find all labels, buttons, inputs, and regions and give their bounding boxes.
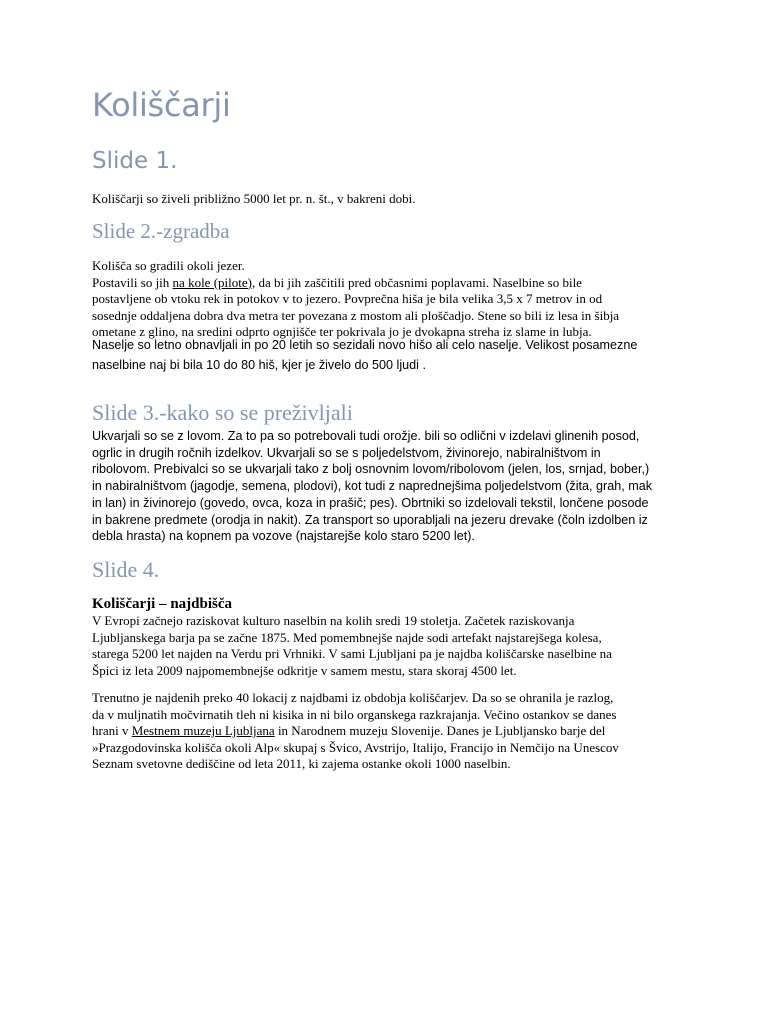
slide4-line: starega 5200 let najden na Verdu pri Vrhniki. V sami Ljubljani pa je najdba koliščarske naselbine na bbox=[92, 646, 612, 661]
slide4-line: da v muljnatih močvirnatih tleh ni kisika in ni bilo organskega razkrajanja. Večino ostankov se danes bbox=[92, 706, 617, 722]
slide3-line: ribolovom. Prebivalci so se ukvarjali tako z bolj osnovnim lovom/ribolovom (jelen, los, srnjad, bober,) bbox=[92, 462, 650, 477]
slide2-line bbox=[92, 275, 684, 292]
slide4-line bbox=[92, 723, 684, 740]
slide2-text: , da bi jih zaščitili pred občasnimi poplavami. Naselbine so bile bbox=[251, 274, 582, 290]
slide2-line: Naselje so letno obnavljali in po 20 letih so sezidali novo hišo ali celo naselje. Velikost posamezne bbox=[92, 338, 638, 352]
slide4-heading: Slide 4. bbox=[92, 557, 160, 582]
slide4-paragraph-1 bbox=[92, 613, 684, 679]
slide3-line: ogrlic in drugih ročnih izdelkov. Ukvarjali so se s poljedelstvom, živinorejo, nabiralništvom in bbox=[92, 445, 601, 460]
slide3-line: debla hrasta) na kopnem pa vozove (najstarejše kolo staro 5200 let). bbox=[92, 529, 475, 544]
slide1-text: Koliščarji so živeli približno 5000 let pr. n. št., v bakreni dobi. bbox=[92, 191, 416, 206]
museum-link[interactable]: Mestnem muzeju Ljubljana bbox=[131, 723, 275, 738]
slide2-paragraph-cont bbox=[92, 337, 684, 373]
slide3-paragraph bbox=[92, 428, 684, 545]
slide4-text: in Narodnem muzeju Slovenije. Danes je Ljubljansko barje del bbox=[274, 723, 606, 738]
slide2-line: Kolišča so gradili okoli jezer. bbox=[92, 258, 245, 273]
slide4-subheading: Koliščarji – najdbišča bbox=[92, 596, 233, 612]
slide4-line: Špici iz leta 2009 najpomembnejše odkritje v samem mestu, stara skoraj 4500 let. bbox=[92, 662, 517, 678]
slide4-line: »Prazgodovinska kolišča okoli Alp« skupaj s Švico, Avstrijo, Italijo, Francijo in Nemčijo na Unescov bbox=[92, 739, 619, 755]
slide3-line: Ukvarjali so se z lovom. Za to pa so potrebovali tudi orožje. bili so odlični v izdelavi glinenih posod, bbox=[92, 429, 640, 443]
slide4-line: Trenutno je najdenih preko 40 lokacij z najdbami iz obdobja koliščarjev. Da so se ohranila je razlog, bbox=[92, 690, 614, 705]
pilote-link[interactable]: na kole (pilote) bbox=[172, 274, 252, 290]
slide2-text: Postavili so jih bbox=[92, 274, 173, 290]
document-title: Koliščarji bbox=[92, 86, 231, 124]
slide4-line: Ljubljanskega barja pa se začne 1875. Med pomembnejše najde sodi artefakt najstarejšega kolesa, bbox=[92, 629, 602, 645]
slide4-paragraph-2 bbox=[92, 690, 684, 773]
slide2-line: naselbine naj bi bila 10 do 80 hiš, kjer je živelo do 500 ljudi . bbox=[92, 357, 426, 372]
slide3-line: in nabiralništvom (jagodje, semena, plodovi), kot tudi z naprednejšima poljedelstvom (žita, grah, mak bbox=[92, 479, 652, 494]
slide2-line: postavljene ob vtoku rek in potokov v to jezero. Povprečna hiša je bila velika 3,5 x 7 metrov in od bbox=[92, 291, 603, 306]
slide4-text: hrani v bbox=[92, 723, 132, 738]
slide4-line: Seznam svetovne dediščine od leta 2011, ki zajema ostanke okoli 1000 naselbin. bbox=[92, 756, 511, 771]
slide3-line: in bakrene predmete (orodja in nakit). Za transport so uporabljali na jezeru drevake (čoln izdolben iz bbox=[92, 512, 648, 527]
slide2-heading: Slide 2.-zgradba bbox=[92, 219, 230, 243]
slide1-heading: Slide 1. bbox=[92, 148, 178, 174]
slide3-line: in lan) in živinorejo (govedo, ovca, koza in prašič; pes). Obrtniki so izdelovali tekstil, lončene posode bbox=[92, 495, 649, 510]
slide3-heading: Slide 3.-kako so se preživljali bbox=[92, 400, 353, 425]
slide4-line: V Evropi začnejo raziskovat kulturo naselbin na kolih sredi 19 stoletja. Začetek raziskovanja bbox=[92, 613, 575, 628]
slide2-line: sosednje oddaljena dobra dva metra ter povezana z mostom ali ploščadjo. Stene so bili iz lesa in šibja bbox=[92, 307, 620, 323]
slide2-paragraph bbox=[92, 258, 684, 341]
slide2-line: ometane z glino, na sredini odprto ognjišče ter pokrivala jo je dvokapna streha iz slame in lubja. bbox=[92, 324, 592, 339]
